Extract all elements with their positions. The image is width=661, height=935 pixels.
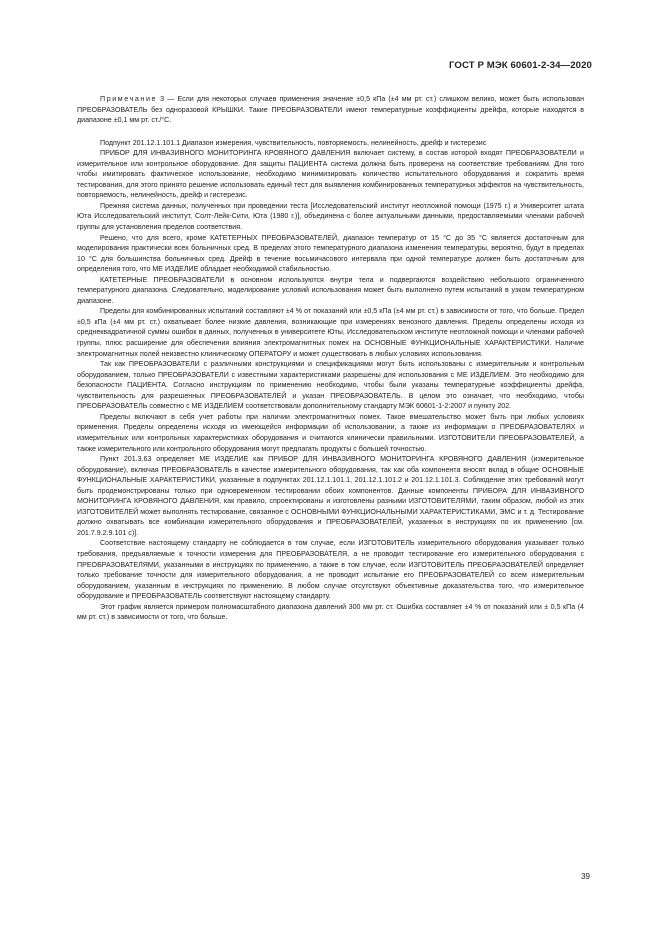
paragraph: ПРИБОР ДЛЯ ИНВАЗИВНОГО МОНИТОРИНГА КРОВЯНОГО ДАВЛЕНИЯ включает систему, в состав которой входят ПРЕОБРАЗОВАТЕЛИ и измерительное или контрольное оборудование. Для защиты ПАЦИЕНТА система должна быть проверена на соответствие требованиям. Для того чтобы имитировать фактическое использование, необходимо минимизировать количество испытательного оборудования и сократить время тестирования, для этого принято решение использовать единый тест для выявления комбинированных температурных эффектов на чувствительность, повторяемость, нелинейность, дрейф и гистерезис.: [77, 149, 584, 200]
paragraph: Соответствие настоящему стандарту не соблюдается в том случае, если ИЗГОТОВИТЕЛЬ измерительного оборудования указывает только требования, предъявляемые к точности измерения для ПРЕОБРАЗОВАТЕЛЯ, а не проводит тестирование его измерительного оборудования с ПРЕОБРАЗОВАТЕЛЯМИ, указанными в инструкциях по применению, а также в том случае, если ИЗГОТОВИТЕЛЬ ПРЕОБРАЗОВАТЕЛЕЙ определяет только требование точности для измерительного оборудования, а не проводит испытание его ПРЕОБРАЗОВАТЕЛЕЙ со всем измерительным оборудованием, указанным в инструкциях по применению. В любом случае отсутствуют объективные доказательства того, что измерительное оборудование и ПРЕОБРАЗОВАТЕЛЬ соответствуют настоящему стандарту.: [77, 539, 584, 601]
note-label: Примечание: [100, 95, 158, 103]
paragraph: Решено, что для всего, кроме КАТЕТЕРНЫХ ПРЕОБРАЗОВАТЕЛЕЙ, диапазон температур от 15 °С до 35 °С является достаточным для моделирования практически всех больничных сред. В пределах этого температурного диапазона изменения температуры, вероятно, будут в пределах 10 °С для большинства больничных сред. Дрейф в течение восьмичасового интервала при одной температуре должен быть достаточным для определения того, что МЕ ИЗДЕЛИЕ обладает необходимой стабильностью.: [77, 233, 584, 274]
document-body: [77, 94, 584, 623]
note-paragraph: [77, 94, 584, 126]
paragraph: Прежняя система данных, полученных при проведении теста [Исследовательский институт неотложной помощи (1975 г.) и Университет штата Юта Исследовательский институт, Солт-Лейк-Сити, Юта (1980 г.)], объединена с более актуальными данными, предоставляемыми членами рабочей группы для установления пределов соответствия.: [77, 201, 584, 232]
paragraph: Так как ПРЕОБРАЗОВАТЕЛИ с различными конструкциями и спецификациями могут быть использованы с измерительным и контрольным оборудованием, только ПРЕОБРАЗОВАТЕЛИ с известными характеристиками разрешены для использования с МЕ ИЗДЕЛИЕМ. Это необходимо для безопасности ПАЦИЕНТА. Согласно инструкциям по применению необходимо, чтобы были указаны температурные коэффициенты дрейфа, чувствительность для разрешенных ПРЕОБРАЗОВАТЕЛЕЙ и указан ПРЕОБРАЗОВАТЕЛЬ. В целом это означает, что необходимо, чтобы ПРЕОБРАЗОВАТЕЛЬ совместно с МЕ ИЗДЕЛИЕМ соответствовали дополнительному стандарту МЭК 60601-1-2:2007 и пункту 202.: [77, 360, 584, 411]
paragraph: Этот график является примером полномасштабного диапазона давлений 300 мм рт. ст. Ошибка составляет ±4 % от показаний или ± 0,5 кПа (4 мм рт. ст.) в зависимости от того, что больше.: [77, 602, 584, 622]
paragraph-subclause-heading: Подпункт 201.12.1.101.1 Диапазон измерения, чувствительность, повторяемость, нелинейность, дрейф и гистерезис: [100, 138, 487, 147]
note-text: 3 — Если для некоторых случаев применения значение ±0,5 кПа (±4 мм рт. ст.) слишком велико, может быть использован ПРЕОБРАЗОВАТЕЛЬ без одноразовой КРЫШКИ. Такие ПРЕОБРАЗОВАТЕЛИ имеют температурные коэффициенты дрейфа, которые находятся в диапазоне ±0,1 мм рт. ст./°С.: [77, 95, 584, 125]
paragraph: Пункт 201.3.63 определяет МЕ ИЗДЕЛИЕ как ПРИБОР ДЛЯ ИНВАЗИВНОГО МОНИТОРИНГА КРОВЯНОГО ДАВЛЕНИЯ (измерительное оборудование), включая ПРЕОБРАЗОВАТЕЛЬ в качестве измерительного оборудования, так как оба компонента вносят вклад в общие ОСНОВНЫЕ ФУНКЦИОНАЛЬНЫЕ ХАРАКТЕРИСТИКИ, указанные в подпунктах 201.12.1.101.1, 201.12.1.101.2 и 201.12.1.101.3. Соблюдение этих требований могут быть продемонстрированы только при одновременном тестировании обоих компонентов. Данные компоненты ПРИБОРА ДЛЯ ИНВАЗИВНОГО МОНИТОРИНГА КРОВЯНОГО ДАВЛЕНИЯ, как правило, спроектированы и изготовлены разными ИЗГОТОВИТЕЛЯМИ, таким образом, любой из этих ИЗГОТОВИТЕЛЕЙ может выполнять тестирование, связанное с ОСНОВНЫМИ ФУНКЦИОНАЛЬНЫМИ ХАРАКТЕРИСТИКАМИ, ЭМС и т. д. Тестирование должно охватывать все комбинации измерительного оборудования и ПРЕОБРАЗОВАТЕЛЕЙ, указанных в инструкциях по их применению [см. 201.7.9.2.9.101 с)].: [77, 455, 584, 537]
document-header: ГОСТ Р МЭК 60601-2-34—2020: [448, 60, 592, 71]
page-number: 39: [581, 872, 590, 881]
paragraph: КАТЕТЕРНЫЕ ПРЕОБРАЗОВАТЕЛИ в основном используются внутри тела и подвергаются воздействию небольшого ограниченного температурного диапазона. Следовательно, моделирование условий использования может быть выполнено путем испытаний в узком температурном диапазоне.: [77, 275, 584, 305]
paragraph: Пределы включают в себя учет работы при наличии электромагнитных помех. Такое вмешательство может быть при любых условиях применения. Пределы определены исходя из имеющейся информации об использовании, а также из информации о ПРЕОБРАЗОВАТЕЛЯХ и измерительных или контрольных характеристиках оборудования и считаются клинически правильными. ИЗГОТОВИТЕЛИ ПРЕОБРАЗОВАТЕЛЕЙ, а также измерительного или контрольного оборудования могут предлагать продукты с большей точностью.: [77, 412, 584, 453]
paragraph: Пределы для комбинированных испытаний составляют ±4 % от показаний или ±0,5 кПа (±4 мм рт. ст.) в зависимости от того, что больше. Предел ±0,5 кПа (±4 мм рт. ст.) охватывает более низкие давления, возникающие при измерениях венозного давления. Пределы определены исходя из среднеквадратичной суммы ошибок в данных, полученных в университете Юты, Исследовательском институте неотложной помощи и членами рабочей группы, плюс расширение для обеспечения влияния электромагнитных помех на ОСНОВНЫЕ ФУНКЦИОНАЛЬНЫЕ ХАРАКТЕРИСТИКИ. Наличие электромагнитных полей неизвестно клиническому ОПЕРАТОРУ и может существовать в любых условиях использования.: [77, 307, 584, 358]
